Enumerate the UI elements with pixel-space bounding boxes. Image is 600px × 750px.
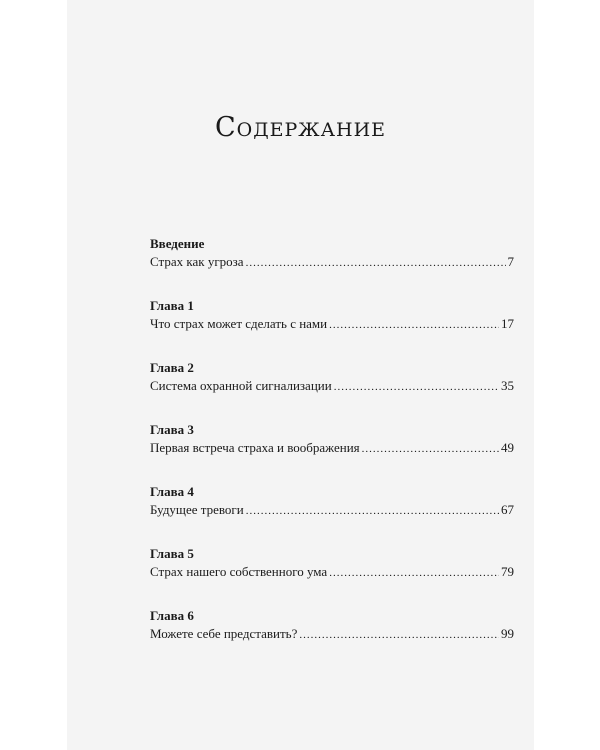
toc-entry-title: Можете себе представить?: [150, 626, 298, 641]
dot-leader: [299, 626, 499, 644]
toc-entry-heading: Глава 1: [150, 298, 194, 313]
toc-entry-line: [150, 439, 514, 457]
toc-entry-introduction: [150, 235, 514, 297]
dot-leader: [329, 564, 499, 582]
toc-entry-line: [150, 563, 514, 581]
toc-entry-heading: Введение: [150, 236, 205, 251]
toc-entry-chapter-2: [150, 359, 514, 421]
toc-entry-title: Будущее тревоги: [150, 502, 244, 517]
table-of-contents: [150, 235, 514, 669]
toc-entry-page: 17: [501, 316, 514, 331]
toc-entry-heading: Глава 6: [150, 608, 194, 623]
toc-entry-page: 67: [501, 502, 514, 517]
toc-entry-title: Система охранной сигнализации: [150, 378, 332, 393]
dot-leader: [334, 378, 499, 396]
toc-entry-heading: Глава 5: [150, 546, 194, 561]
toc-entry-line: [150, 315, 514, 333]
toc-entry-chapter-6: [150, 607, 514, 669]
page-title: Содержание: [214, 112, 387, 143]
toc-entry-title: Что страх может сделать с нами: [150, 316, 328, 331]
toc-entry-chapter-5: [150, 545, 514, 607]
dot-leader: [246, 254, 506, 272]
toc-entry-heading: Глава 3: [150, 422, 194, 437]
toc-entry-line: [150, 625, 514, 643]
toc-entry-page: 79: [501, 564, 514, 579]
toc-entry-page: 99: [501, 626, 514, 641]
dot-leader: [246, 502, 499, 520]
toc-entry-title: Страх нашего собственного ума: [150, 564, 328, 579]
toc-entry-page: 7: [507, 254, 514, 269]
toc-entry-title: Страх как угроза: [150, 254, 244, 269]
toc-entry-page: 49: [501, 440, 514, 455]
book-page: [67, 0, 534, 750]
toc-entry-heading: Глава 4: [150, 484, 194, 499]
toc-entry-line: [150, 377, 514, 395]
dot-leader: [329, 316, 499, 334]
dot-leader: [362, 440, 499, 458]
toc-entry-chapter-1: [150, 297, 514, 359]
toc-entry-title: Первая встреча страха и воображения: [150, 440, 360, 455]
toc-entry-chapter-3: [150, 421, 514, 483]
toc-entry-page: 35: [501, 378, 514, 393]
toc-entry-line: [150, 253, 514, 271]
toc-entry-heading: Глава 2: [150, 360, 194, 375]
toc-entry-chapter-4: [150, 483, 514, 545]
toc-entry-line: [150, 501, 514, 519]
